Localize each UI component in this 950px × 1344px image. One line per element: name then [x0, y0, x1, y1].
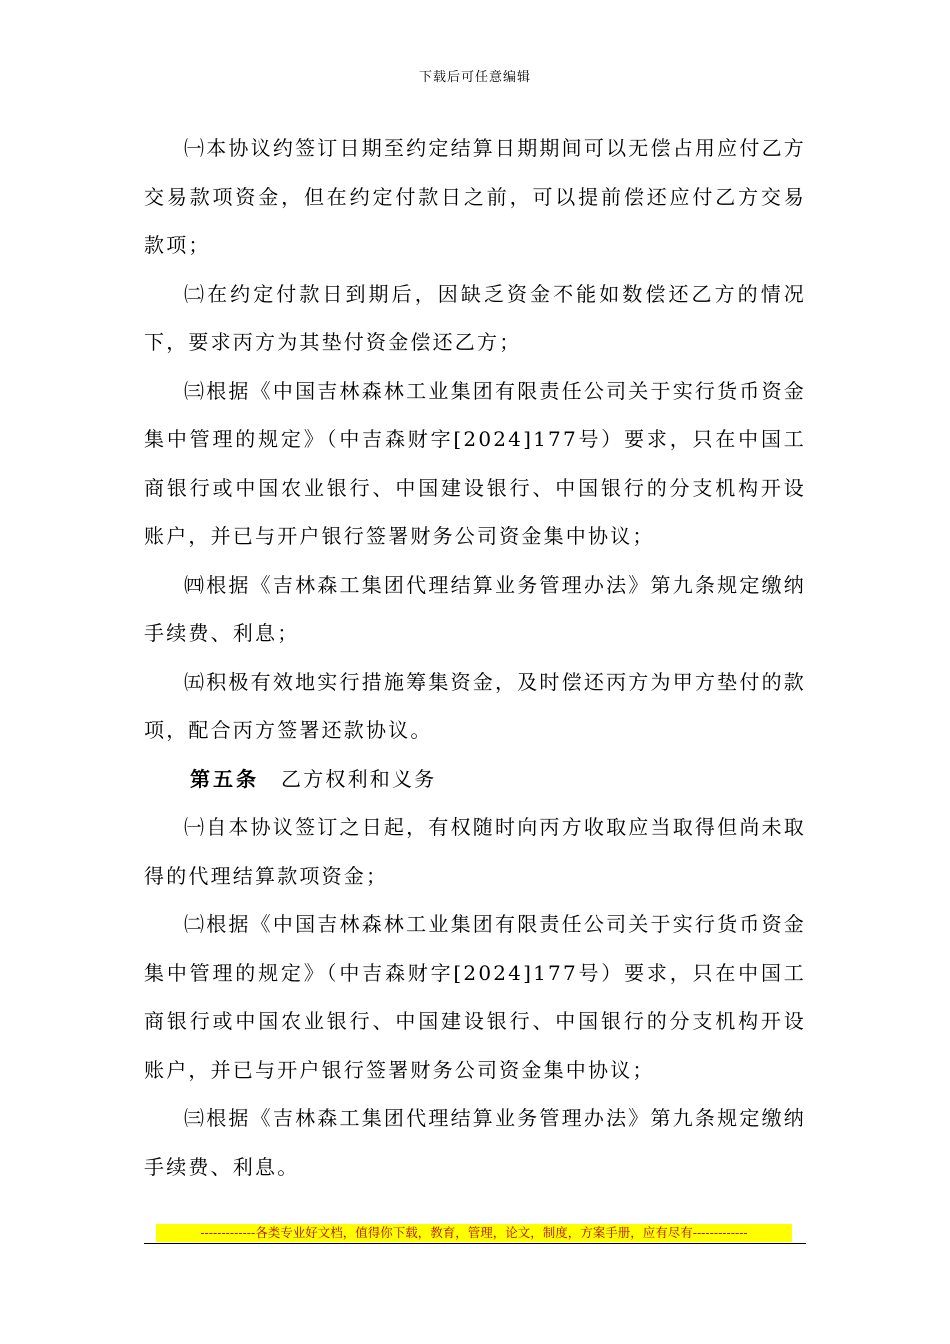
paragraph: ㈢根据《吉林森工集团代理结算业务管理办法》第九条规定缴纳手续费、利息。: [144, 1106, 806, 1179]
paragraph: ㈡根据《中国吉林森林工业集团有限责任公司关于实行货币资金集中管理的规定》（中吉森财字[2024]177号）要求，只在中国工商银行或中国农业银行、中国建设银行、中国银行的分支机构开设账户，并已与开户银行签署财务公司资金集中协议；: [144, 912, 806, 1082]
paragraph: ㈡在约定付款日到期后，因缺乏资金不能如数偿还乙方的情况下，要求丙方为其垫付资金偿还乙方；: [144, 281, 806, 354]
document-body: [144, 124, 806, 1191]
paragraph: ㈠本协议约签订日期至约定结算日期期间可以无偿占用应付乙方交易款项资金，但在约定付款日之前，可以提前偿还应付乙方交易款项；: [144, 136, 806, 257]
article-number: 第五条: [190, 766, 259, 791]
article-title: 乙方权利和义务: [281, 766, 437, 791]
footer-divider: [144, 1243, 806, 1244]
article-heading: [144, 755, 806, 804]
paragraph: ㈢根据《中国吉林森林工业集团有限责任公司关于实行货币资金集中管理的规定》（中吉森财字[2024]177号）要求，只在中国工商银行或中国农业银行、中国建设银行、中国银行的分支机构开设账户，并已与开户银行签署财务公司资金集中协议；: [144, 378, 806, 548]
header-note: 下载后可任意编辑: [418, 70, 531, 85]
footer-banner: -------------各类专业好文档，值得你下载，教育，管理，论文，制度，方案手册，应有尽有-------------: [156, 1224, 792, 1242]
paragraph: ㈠自本协议签订之日起，有权随时向丙方收取应当取得但尚未取得的代理结算款项资金；: [144, 815, 806, 888]
paragraph: ㈣根据《吉林森工集团代理结算业务管理办法》第九条规定缴纳手续费、利息；: [144, 572, 806, 645]
paragraph: ㈤积极有效地实行措施筹集资金，及时偿还丙方为甲方垫付的款项，配合丙方签署还款协议。: [144, 669, 806, 742]
